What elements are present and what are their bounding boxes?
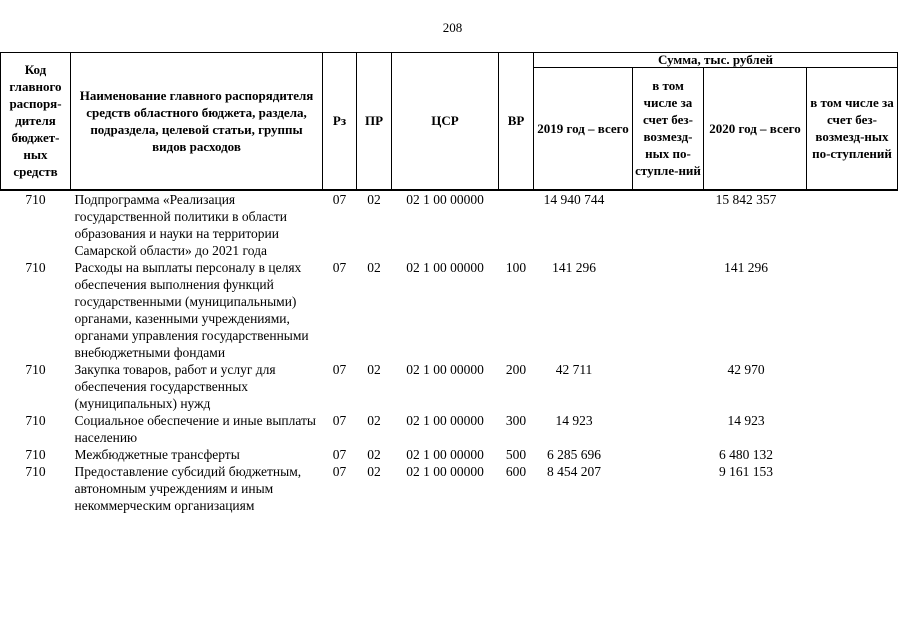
budget-table [0,52,898,514]
cell-code: 710 [25,259,46,275]
cell-pr: 02 [367,412,381,428]
cell-vr: 100 [505,259,527,275]
cell-rz: 07 [332,412,347,428]
cell-f2019 [633,361,704,412]
cell-code: 710 [25,361,46,377]
cell-y2019: 141 296 [552,259,596,275]
table-row [1,463,898,514]
table-row [1,190,898,259]
cell-rz: 07 [332,361,347,377]
cell-y2020: 14 923 [727,412,765,428]
header-pr: ПР [357,53,392,190]
cell-y2020: 141 296 [724,259,768,275]
header-2020-total: 2020 год – всего [704,68,807,190]
cell-f2019 [633,463,704,514]
cell-code: 710 [25,191,46,207]
header-sum: Сумма, тыс. рублей [534,53,898,68]
cell-pr: 02 [367,259,381,275]
cell-vr: 500 [505,446,527,462]
cell-pr: 02 [367,446,381,462]
cell-f2020 [807,361,898,412]
cell-code: 710 [25,446,46,462]
cell-y2020: 6 480 132 [719,446,773,462]
cell-rz: 07 [332,259,347,275]
cell-y2019: 42 711 [555,361,593,377]
cell-code: 710 [25,412,46,428]
cell-vr [499,190,534,259]
cell-csr: 02 1 00 00000 [406,446,484,462]
table-row [1,259,898,361]
cell-vr: 300 [505,412,527,428]
table-row [1,412,898,446]
cell-rz: 07 [332,446,347,462]
header-rz: Рз [323,53,357,190]
table-row [1,446,898,463]
cell-name: Социальное обеспечение и иные выплаты населению [74,412,316,445]
cell-vr: 200 [505,361,527,377]
header-csr: ЦСР [392,53,499,190]
cell-y2019: 14 923 [555,412,593,428]
cell-csr: 02 1 00 00000 [406,361,484,377]
table-row [1,361,898,412]
cell-f2019 [633,446,704,463]
cell-pr: 02 [367,463,381,479]
header-code: Код главного распоря-дителя бюджет-ных средств [1,53,71,190]
cell-f2019 [633,190,704,259]
cell-f2020 [807,190,898,259]
cell-csr: 02 1 00 00000 [406,463,484,479]
cell-name: Подпрограмма «Реализация государственной политики в области образования и науки на территории Самарской области» до 2021 года [74,191,288,258]
cell-csr: 02 1 00 00000 [406,412,484,428]
cell-name: Предоставление субсидий бюджетным, автономным учреждениям и иным некоммерческим организациям [74,463,302,513]
cell-f2019 [633,412,704,446]
table-header [1,53,898,190]
cell-vr: 600 [505,463,527,479]
header-2020-free: в том числе за счет без-возмезд-ных по-ступлений [807,68,898,190]
cell-pr: 02 [367,191,381,207]
cell-code: 710 [25,463,46,479]
cell-pr: 02 [367,361,381,377]
cell-csr: 02 1 00 00000 [406,191,484,207]
cell-f2020 [807,412,898,446]
cell-y2019: 14 940 744 [543,191,605,207]
cell-csr: 02 1 00 00000 [406,259,484,275]
cell-y2019: 6 285 696 [547,446,601,462]
cell-y2020: 15 842 357 [715,191,777,207]
cell-rz: 07 [332,463,347,479]
cell-f2020 [807,259,898,361]
cell-name: Закупка товаров, работ и услуг для обеспечения государственных (муниципальных) нужд [74,361,276,411]
header-2019-free: в том числе за счет без-возмезд-ных по-ступле-ний [633,68,704,190]
cell-y2020: 9 161 153 [719,463,773,479]
header-2019-total: 2019 год – всего [534,68,633,190]
table-body [1,190,898,514]
cell-name: Межбюджетные трансферты [74,446,240,462]
cell-name: Расходы на выплаты персоналу в целях обеспечения выполнения функций государственными (муниципальными) органами, казенными учреждениями, органами управления государственными внебюджетными фондами [74,259,309,360]
cell-f2020 [807,446,898,463]
cell-f2020 [807,463,898,514]
header-vr: ВР [499,53,534,190]
cell-y2019: 8 454 207 [547,463,601,479]
cell-y2020: 42 970 [727,361,765,377]
cell-rz: 07 [332,191,347,207]
page-number: 208 [442,20,463,35]
cell-f2019 [633,259,704,361]
header-name: Наименование главного распорядителя средств областного бюджета, раздела, подраздела, целевой статьи, группы видов расходов [71,53,323,190]
